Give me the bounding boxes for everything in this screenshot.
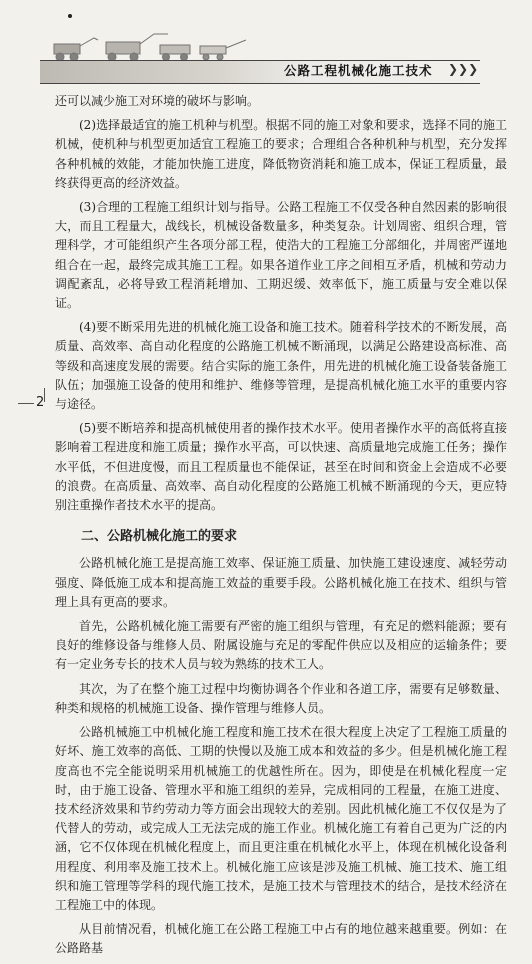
paragraph: 其次，为了在整个施工过程中均衡协调各个作业和各道工序，需要有足够数量、种类和规格的机械施工设备、操作管理与维修人员。 (55, 681, 507, 715)
running-title: 公路工程机械化施工技术 (284, 63, 433, 78)
paragraph: (3)合理的工程施工组织计划与指导。公路工程施工不仅受各种自然因素的影响很大，而且工程量大，战线长，机械设备数量多，种类复杂。计划周密、组织合理，管理科学，才可能组织产生各项分部工程，使浩大的工程施工分部细化，并周密严谨地组合在一起，最终完成其施工工程。如果各道作业工序之间相互矛盾，机械和劳动力调配紊乱，必将导致工程消耗增加、工期迟缓、效率低下，施工质量与安全难以保证。 (55, 200, 507, 311)
paragraph: (2)选择最适宜的施工机种与机型。根据不同的施工对象和要求，选择不同的施工机械，使机种与机型更加适宜工程施工的要求；合理组合各种机种与机型，充分发挥各种机械的效能，才能加快施工进度，降低物资消耗和施工成本，保证工程质量，最终获得更高的经济效益。 (55, 118, 507, 190)
paragraph: 从目前情况看，机械化施工在公路工程施工中占有的地位越来越重要。例如：在公路路基 (55, 922, 507, 956)
paragraph: (5)要不断培养和提高机械使用者的操作技术水平。使用者操作水平的高低将直接影响着工程进度和施工质量；操作水平高，可以快速、高质量地完成施工任务；操作水平低，不但进度慢，而且工程质量也不能保证，甚至在时间和资金上会造成不必要的浪费。在高质量、高效率、高自动化程度的公路施工机械不断涌现的今天，更应特别注重操作者技术水平的提高。 (55, 421, 507, 513)
page-header (0, 0, 532, 92)
construction-machinery-illustration (50, 30, 260, 64)
section-heading: 二、公路机械化施工的要求 (81, 529, 238, 545)
chevron-right-icon: ❯❯❯ (448, 62, 479, 76)
page-number: 2 (36, 395, 45, 410)
page-margin-mark (18, 403, 34, 404)
paragraph: 公路机械施工中机械化施工程度和施工技术在很大程度上决定了工程施工质量的好坏、施工效率的高低、工期的快慢以及施工成本和效益的多少。但是机械化施工程度高也不完全能说明采用机械施工的优越性所在。因为，即使是在机械化程度一定时，由于施工设备、管理水平和施工组织的差异，完成相同的工程量，在施工进度、技术经济效果和节约劳动力等方面会出现较大的差别。因此机械化施工不仅仅是为了代替人的劳动，或完成人工无法完成的施工作业。机械化施工有着自己更为广泛的内涵，它不仅体现在机械化程度上，而且更注重在机械化水平上，体现在机械化设备利用程度、利用率及施工技术上。机械化施工应该是涉及施工机械、施工技术、施工组织和施工管理等学科的现代施工技术，是施工技术与管理技术的结合，是技术经济在工程施工中的体现。 (55, 725, 507, 912)
ink-dot (68, 14, 72, 18)
paragraph: 公路机械化施工是提高施工效率、保证施工质量、加快施工建设速度、减轻劳动强度、降低施工成本和提高施工效益的重要手段。公路机械化施工在技术、组织与管理上具有更高的要求。 (55, 556, 507, 609)
paragraph: 还可以减少施工对环境的破坏与影响。 (55, 94, 260, 108)
paragraph: 首先，公路机械化施工需要有严密的施工组织与管理，有充足的燃料能源；要有良好的维修设备与维修人员、附属设施与充足的零配件供应以及相应的运输条件；要有一定业务专长的技术人员与较为熟练的技术工人。 (55, 619, 507, 672)
body-text (55, 92, 507, 964)
paragraph: (4)要不断采用先进的机械化施工设备和施工技术。随着科学技术的不断发展，高质量、高效率、高自动化程度的公路施工机械不断涌现，以满足公路建设高标准、高等级和高速度发展的需要。结合实际的施工条件，用先进的机械化施工设备装备施工队伍；加强施工设备的使用和维护、维修等管理，是提高机械化施工水平的重要内容与途径。 (55, 320, 507, 412)
